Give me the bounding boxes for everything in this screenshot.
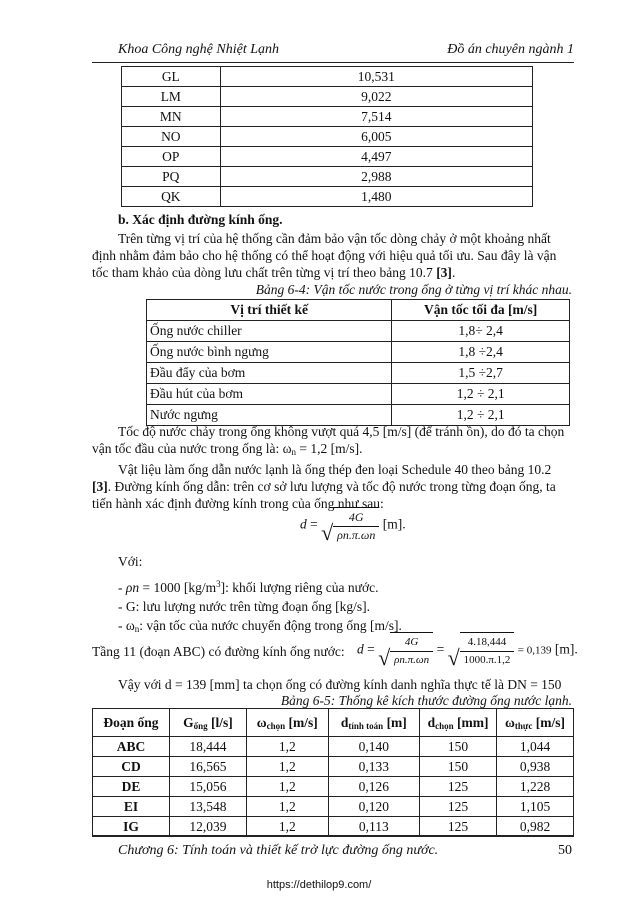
location-cell: Ống nước bình ngưng [147,342,392,363]
value-cell: 0,120 [328,797,419,817]
table-row [93,797,574,817]
velocity-cell: 1,2 ÷ 2,1 [392,384,570,405]
value-cell: 0,982 [497,817,574,837]
segment-cell: IG [93,817,170,837]
radicand [390,632,433,669]
square-root [448,632,515,669]
segment-cell: ABC [93,737,170,757]
value-cell: 1,2 [246,777,328,797]
formula-eq: = [436,641,445,657]
paragraph-line: định nhằm đảm bảo cho hệ thống có thể hoạt động với hiệu quả tối ưu. Sau đây là vận [92,248,557,263]
header-main: d [427,714,436,730]
velocity-cell: 1,5 ÷2,7 [392,363,570,384]
value-cell: 1,2 [246,757,328,777]
square-root [321,507,379,544]
text-span: = 1000 [kg/m [139,580,217,595]
paragraph-velocity-choice [92,423,574,461]
column-header [246,709,328,737]
superscript: 3 [216,579,221,589]
diameter-formula [300,507,406,544]
subscript: n [134,624,140,634]
footer-divider [92,835,574,836]
value-cell: 1,105 [497,797,574,817]
value-cell: 125 [420,797,497,817]
table-row [122,187,533,207]
value-cell: 16,565 [169,757,246,777]
table-row [122,127,533,147]
text-span: tốc tham khảo của dòng lưu chất trên từng vị trí theo bảng 10.7 [92,265,437,280]
value-cell: 15,056 [169,777,246,797]
location-cell: Đầu đẩy của bơm [147,363,392,384]
location-cell: Đầu hút của bơm [147,384,392,405]
formula-var: d [357,641,364,657]
footer-chapter: Chương 6: Tính toán và thiết kế trở lực đường ống nước. [118,843,439,858]
paragraph-material [92,461,574,512]
column-header: Vị trí thiết kế [147,300,392,321]
radicand [333,507,379,544]
denominator: ρn.π.ωn [394,654,430,666]
value-cell: 1,2 [246,817,328,837]
value-cell: 7,514 [220,107,532,127]
source-url: https://dethilop9.com/ [266,879,372,891]
paragraph-line [92,478,574,495]
header-subscript: ống [193,720,208,731]
reference: [3] [92,479,108,494]
denominator: ρn.π.ωn [337,528,376,542]
numerator: √ 4G [390,634,433,652]
paragraph-line [92,264,574,281]
table-row [122,87,533,107]
paragraph-line: Trên từng vị trí của hệ thống cần đảm bảo vận tốc dòng chảy ở một khoảng nhất [118,231,551,246]
variable-rho [118,576,378,596]
value-cell: 1,044 [497,737,574,757]
paragraph-selection: Vậy với d = 139 [mm] ta chọn ống có đường kính danh nghĩa thực tế là DN = 150 [118,677,562,692]
table-row [122,107,533,127]
column-header [328,709,419,737]
radicand [460,632,515,669]
text-span: . Đường kính ống dẫn: trên cơ sở lưu lượng và tốc độ nước trong từng đoạn ống, ta [107,479,556,494]
page-number: 50 [558,843,572,858]
table-row [122,67,533,87]
reference: [3] [436,265,452,280]
header-unit: [m/s] [532,714,565,730]
paragraph-line: Tốc độ nước chảy trong ống không vượt quá 4,5 [m/s] (để tránh ồn), do đó ta chọn [118,424,565,439]
segment-cell: LM [122,87,221,107]
column-header [497,709,574,737]
text-span: - ω [118,618,135,633]
segment-cell: DE [93,777,170,797]
value-cell: 10,531 [220,67,532,87]
header-unit: [l/s] [207,714,233,730]
header-main: ω [256,714,267,730]
segment-cell: QK [122,187,221,207]
calc-formula [357,632,578,669]
table-row [122,167,533,187]
header-subscript: chọn [266,720,286,731]
text-span: ]: khối lượng riêng của nước. [220,580,379,595]
value-cell: 125 [420,777,497,797]
header-department: Khoa Công nghệ Nhiệt Lạnh [118,42,280,57]
value-cell: 0,126 [328,777,419,797]
section-heading: b. Xác định đường kính ống. [118,212,283,227]
header-main: G [183,714,194,730]
formula-result: = 0,139 [517,644,552,657]
table-row [93,817,574,837]
variable-g: - G: lưu lượng nước trên từng đoạn ống [kg/s]. [118,599,371,614]
value-cell: 13,548 [169,797,246,817]
segment-cell: OP [122,147,221,167]
symbol: ρn [125,580,140,595]
header-subscript: chọn [435,720,454,731]
table-row [93,737,574,757]
value-cell: 9,022 [220,87,532,107]
fraction [390,634,433,669]
value-cell: 12,039 [169,817,246,837]
numerator: √ 4G [333,509,379,527]
value-cell: 1,2 [246,797,328,817]
table-caption: Bảng 6-5: Thống kê kích thước đường ống nước lạnh. [280,693,572,708]
header-course: Đồ án chuyên ngành 1 [447,42,574,57]
velocity-cell: 1,8 ÷2,4 [392,342,570,363]
table-header-row [147,300,570,321]
calc-intro: Tầng 11 (đoạn ABC) có đường kính ống nước: [92,644,345,659]
value-cell: 0,133 [328,757,419,777]
column-header [93,709,170,737]
header-main: d [340,714,349,730]
pipe-size-table [92,708,574,837]
table-row [93,777,574,797]
value-cell: 1,2 [246,737,328,757]
value-cell: 150 [420,757,497,777]
segment-cell: CD [93,757,170,777]
value-cell: 1,480 [220,187,532,207]
table-row [147,321,570,342]
formula-unit: [m]. [554,641,578,657]
segment-cell: PQ [122,167,221,187]
square-root [378,632,433,669]
fraction [460,634,515,669]
text-span: : vận tốc của nước chuyển động trong ống [m/s]. [139,618,402,633]
header-main: Đoạn ống [103,714,159,730]
column-header [169,709,246,737]
denominator: 1000.π.1,2 [463,654,511,666]
paragraph-velocity-intro [92,230,574,281]
segment-cell: NO [122,127,221,147]
header-subscript: tính toán [348,720,384,731]
value-cell: 125 [420,817,497,837]
numerator: √ 4.18,444 [460,634,515,652]
fraction [333,509,379,544]
value-cell: 150 [420,737,497,757]
formula-var: d [300,516,307,532]
value-cell: 4,497 [220,147,532,167]
table-row [122,147,533,167]
velocity-table [146,299,570,426]
header-unit: [m/s] [285,714,318,730]
paragraph-line: tiến hành xác định đường kính trong của ống như sau: [92,496,384,511]
velocity-cell: 1,8÷ 2,4 [392,321,570,342]
velocity-cell: 1,2 ÷ 2,1 [392,405,570,426]
table-row [147,363,570,384]
column-header [420,709,497,737]
formula-unit: [m]. [382,516,406,532]
value-cell: 18,444 [169,737,246,757]
value-cell: 2,988 [220,167,532,187]
text-span: - [118,580,126,595]
subscript: n [291,447,297,457]
table-caption: Bảng 6-4: Vận tốc nước trong ống ở từng vị trí khác nhau. [255,282,572,297]
value-cell: 6,005 [220,127,532,147]
header-divider [92,62,574,63]
table-header-row [93,709,574,737]
formula-eq: = [310,516,318,532]
table-row [147,342,570,363]
segment-cell: EI [93,797,170,817]
paragraph-line: Vật liệu làm ống dẫn nước lạnh là ống thép đen loại Schedule 40 theo bảng 10.2 [118,462,552,477]
segment-cell: MN [122,107,221,127]
text-span: = 1,2 [m/s]. [296,441,363,456]
formula-eq: = [367,641,375,657]
value-cell: 1,228 [497,777,574,797]
header-unit: [mm] [453,714,489,730]
text-span: . [451,265,456,280]
segment-flow-table [121,66,533,207]
location-cell: Ống nước chiller [147,321,392,342]
header-main: ω [505,714,515,730]
header-unit: [m] [383,714,407,730]
column-header: Vận tốc tối đa [m/s] [392,300,570,321]
header-subscript: thực [514,720,533,731]
text-span: vận tốc đầu của nước trong ống là: ω [92,441,292,456]
table-row [147,384,570,405]
value-cell: 0,113 [328,817,419,837]
value-cell: 0,938 [497,757,574,777]
variables-intro: Với: [118,554,143,569]
paragraph-line [92,440,574,461]
value-cell: 0,140 [328,737,419,757]
table-row [93,757,574,777]
segment-cell: GL [122,67,221,87]
location-cell: Nước ngưng [147,405,392,426]
